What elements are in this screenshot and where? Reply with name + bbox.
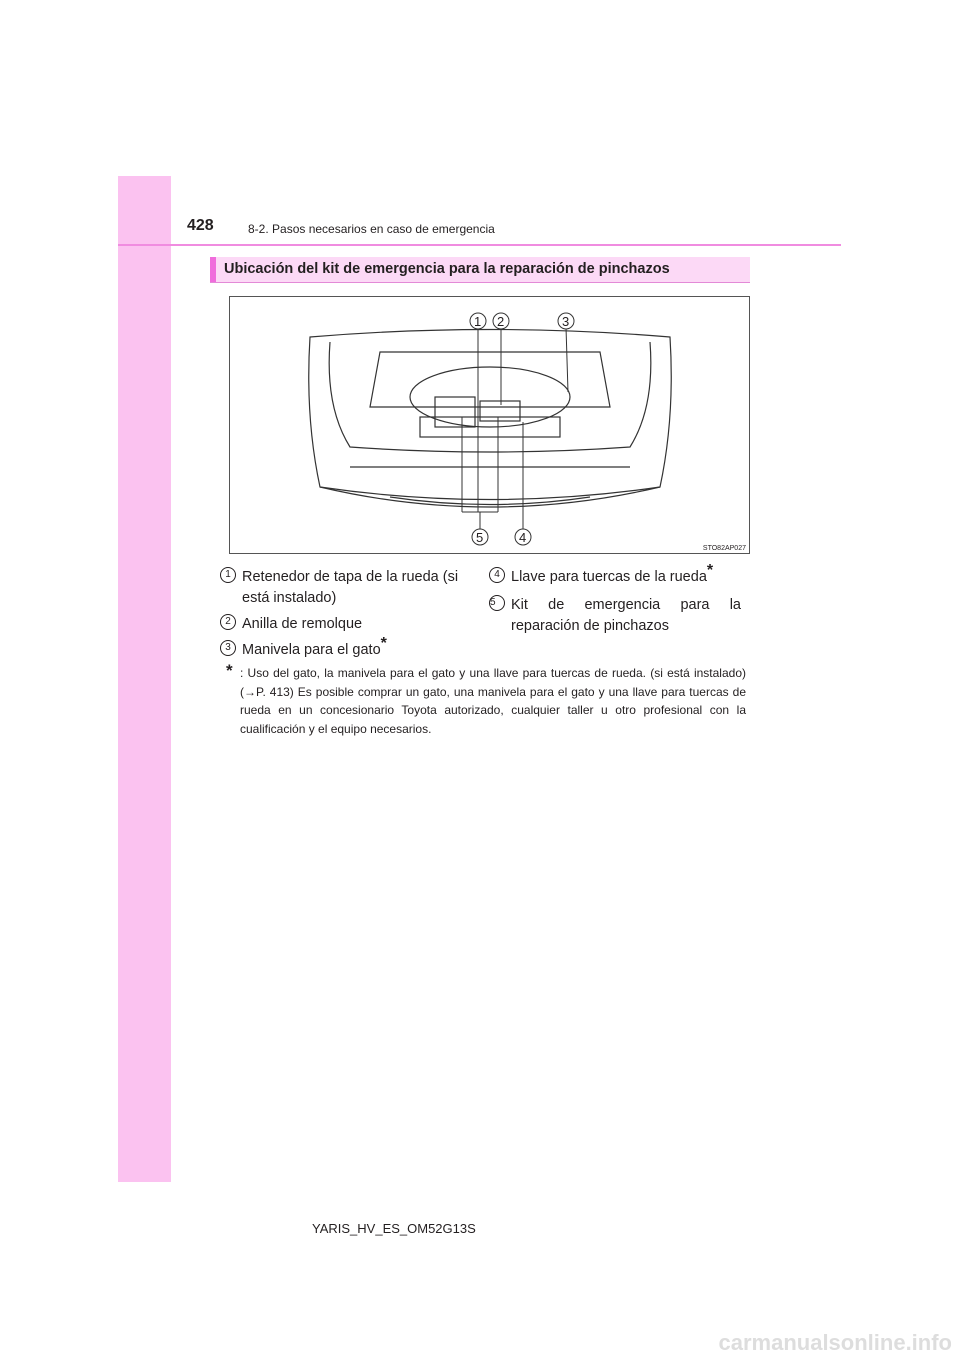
asterisk: *: [380, 635, 387, 653]
legend-item-4: [489, 562, 741, 588]
watermark: carmanualsonline.info: [718, 1330, 952, 1355]
car-trunk-drawing: [230, 297, 749, 553]
item-text: [511, 562, 741, 588]
footnote-text: : Uso del gato, la manivela para el gato y una llave para tuercas de rueda. (si está instalado) (→P. 413) Es posible comprar un gato, una manivela para el gato y una llave para tuercas de rueda en un concesionario Toyota autorizado, cualquier taller u otro profesional con la cualificación y el equipo necesarios.: [240, 666, 746, 736]
number-circle-icon: 1: [220, 567, 236, 583]
number-circle-icon: 4: [489, 567, 505, 583]
svg-text:5: 5: [476, 530, 484, 545]
header-rule: [118, 244, 841, 246]
svg-text:2: 2: [497, 314, 505, 329]
item-text: Kit de emergencia para la reparación de pinchazos: [511, 597, 741, 634]
number-circle-icon: 5: [489, 595, 505, 611]
number-circle-icon: 3: [220, 640, 236, 656]
svg-text:4: 4: [519, 530, 527, 545]
section-heading: [210, 257, 750, 283]
item-text: [242, 635, 475, 661]
item-text: Retenedor de tapa de la rueda (si está instalado): [242, 569, 459, 606]
section-title: 8-2. Pasos necesarios en caso de emergencia: [248, 222, 495, 236]
page-number: 428: [187, 217, 214, 234]
asterisk: *: [706, 562, 714, 580]
number-circle-icon: 2: [220, 614, 236, 630]
item-text: Anilla de remolque: [242, 616, 363, 632]
svg-text:1: 1: [474, 314, 482, 329]
legend-item-3: [220, 635, 475, 661]
svg-text:3: 3: [562, 314, 570, 329]
trunk-illustration: [229, 296, 750, 554]
asterisk: *: [226, 661, 233, 680]
figure-code: STO82AP027: [702, 545, 746, 552]
document-code: YARIS_HV_ES_OM52G13S: [312, 1221, 476, 1236]
sidebar-tab: [118, 176, 171, 1182]
legend-item-2: [220, 614, 475, 635]
legend-item-5: [489, 595, 741, 637]
heading-text: Ubicación del kit de emergencia para la reparación de pinchazos: [224, 261, 670, 277]
footnote: [226, 661, 746, 738]
heading-accent: [210, 257, 216, 282]
legend-item-1: [220, 567, 475, 609]
item-label: Manivela para el gato: [242, 642, 381, 658]
item-label: Llave para tuercas de la rueda: [511, 569, 707, 585]
